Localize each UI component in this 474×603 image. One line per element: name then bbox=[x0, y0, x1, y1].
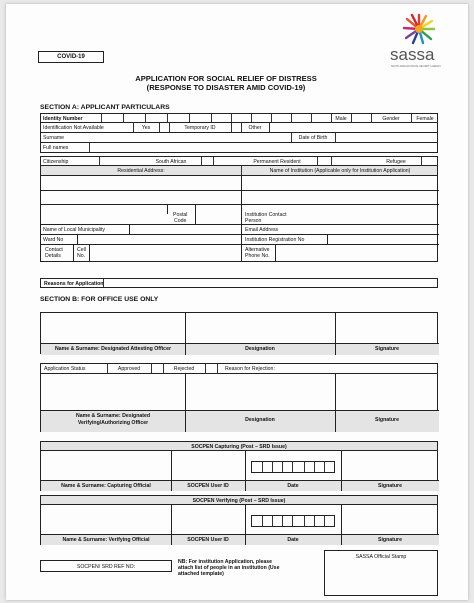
citizenship-label: Citizenship bbox=[43, 159, 69, 165]
cell-no-label: No. bbox=[77, 253, 86, 259]
socpen-capturing-label: SOCPEN Capturing (Post – SRD Issue) bbox=[191, 444, 287, 450]
contact-label: Contact bbox=[45, 247, 63, 253]
capturing-signature-label: Signature bbox=[378, 483, 402, 489]
socpen-verifying-block bbox=[40, 505, 438, 545]
nb-note-line1: NB: For institution Application, please bbox=[178, 559, 273, 565]
verifying-officer-label-line2: Verifying/Authorizing Officer bbox=[77, 420, 149, 426]
details-label: Details bbox=[45, 253, 61, 259]
surname-label: Surname bbox=[43, 135, 65, 141]
reason-for-rejection-label: Reason for Rejection: bbox=[225, 366, 275, 372]
capturing-user-id-label: SOCPEN User ID bbox=[187, 483, 229, 489]
attesting-officer-block bbox=[40, 312, 438, 354]
attesting-signature-label: Signature bbox=[375, 346, 399, 352]
nb-note-line2: attach list of people in an institution (Use bbox=[178, 565, 280, 571]
postal-label: Postal bbox=[173, 212, 188, 218]
date-of-birth-label: Date of Birth bbox=[298, 135, 328, 141]
person-label: Person bbox=[245, 218, 262, 224]
ward-no-label: Ward No bbox=[43, 237, 64, 243]
ref-no-box bbox=[40, 560, 172, 572]
sassa-hands-icon bbox=[401, 12, 437, 46]
verifying-signature-label: Signature bbox=[378, 537, 402, 543]
south-african-label: South African bbox=[155, 159, 187, 165]
verifying-date-label: Date bbox=[287, 537, 299, 543]
identity-number-label: Identity Number bbox=[43, 116, 83, 122]
citizenship-row bbox=[40, 156, 438, 166]
cell-label: Cell bbox=[77, 247, 86, 253]
section-b-heading: SECTION B: FOR OFFICE USE ONLY bbox=[40, 296, 159, 303]
institution-contact-label: Institution Contact bbox=[245, 212, 287, 218]
id-not-available-label: Identification Not Available bbox=[43, 125, 104, 131]
local-municipality-label: Name of Local Municipality bbox=[43, 227, 105, 233]
alternative-label: Alternative bbox=[245, 247, 270, 253]
section-a-heading: SECTION A: APPLICANT PARTICULARS bbox=[40, 104, 170, 111]
permanent-resident-label: Permanent Resident bbox=[253, 159, 301, 165]
gender-label: Gender bbox=[382, 116, 400, 122]
surname-row bbox=[40, 133, 438, 143]
verifying-user-id-label: SOCPEN User ID bbox=[187, 537, 229, 543]
attesting-designation-label: Designation bbox=[245, 346, 275, 352]
covid-label: COVID-19 bbox=[57, 54, 85, 60]
verifying-official-label: Name & Surname: Verifying Official bbox=[62, 537, 150, 543]
verifying-designation-label: Designation bbox=[245, 417, 275, 423]
id-not-available-row bbox=[40, 123, 438, 133]
application-form-page bbox=[6, 4, 468, 600]
approved-label: Approved bbox=[117, 366, 141, 372]
verifying-officer-block bbox=[40, 374, 438, 432]
reasons-row bbox=[40, 278, 438, 288]
socpen-capturing-header bbox=[40, 441, 438, 451]
institution-reg-no-label: Institution Registration No bbox=[245, 237, 305, 243]
verifying-date-boxes bbox=[251, 515, 335, 527]
form-title-line1: APPLICATION FOR SOCIAL RELIEF OF DISTRESS bbox=[135, 74, 317, 83]
nb-note-line3: attached template) bbox=[178, 571, 224, 577]
socpen-verifying-label: SOCPEN Verifying (Post – SRD Issue) bbox=[192, 498, 286, 504]
logo-wordmark: sassa bbox=[390, 45, 435, 64]
institution-name-label: Name of Institution (Applicable only for Institution Application) bbox=[269, 168, 411, 174]
code-label: Code bbox=[174, 218, 187, 224]
yes-label: Yes bbox=[141, 125, 151, 131]
address-header-row bbox=[40, 166, 438, 176]
application-status-row bbox=[40, 363, 438, 374]
sassa-logo bbox=[388, 12, 450, 72]
full-names-label: Full names bbox=[43, 145, 69, 151]
rejected-label: Rejected bbox=[173, 366, 195, 372]
phone-no-label: Phone No. bbox=[245, 253, 270, 259]
application-status-label: Application Status bbox=[44, 366, 86, 372]
attesting-officer-label: Name & Surname: Designated Attesting Officer bbox=[55, 346, 171, 352]
logo-tagline: SOUTH AFRICAN SOCIAL SECURITY AGENCY bbox=[391, 66, 442, 68]
residential-address-label: Residential Address: bbox=[117, 168, 165, 174]
capturing-date-label: Date bbox=[287, 483, 299, 489]
capturing-date-boxes bbox=[251, 461, 335, 473]
reasons-label: Reasons for Application bbox=[44, 281, 104, 287]
form-title-line2: (RESPONSE TO DISASTER AMID COVID-19) bbox=[146, 83, 306, 92]
capturing-official-label: Name & Surname: Capturing Official bbox=[61, 483, 151, 489]
other-label: Other bbox=[248, 125, 262, 131]
temporary-id-label: Temporary ID bbox=[184, 125, 216, 131]
address-block bbox=[40, 176, 438, 262]
socpen-verifying-header bbox=[40, 495, 438, 505]
verifying-signature-label: Signature bbox=[375, 417, 399, 423]
ref-no-label: SOCPEN/ SRD REF NO: bbox=[76, 564, 136, 570]
identity-number-row bbox=[40, 113, 438, 123]
official-stamp-box bbox=[324, 550, 438, 596]
refugee-label: Refugee bbox=[386, 159, 406, 165]
female-label: Female bbox=[416, 116, 434, 122]
verifying-officer-label-line1: Name & Surname: Designated bbox=[75, 413, 151, 419]
full-names-row bbox=[40, 143, 438, 153]
official-stamp-label: SASSA Official Stamp bbox=[355, 554, 407, 560]
email-address-label: Email Address bbox=[245, 227, 279, 233]
covid-label-box bbox=[38, 51, 104, 63]
socpen-capturing-block bbox=[40, 451, 438, 491]
male-label: Male bbox=[335, 116, 347, 122]
